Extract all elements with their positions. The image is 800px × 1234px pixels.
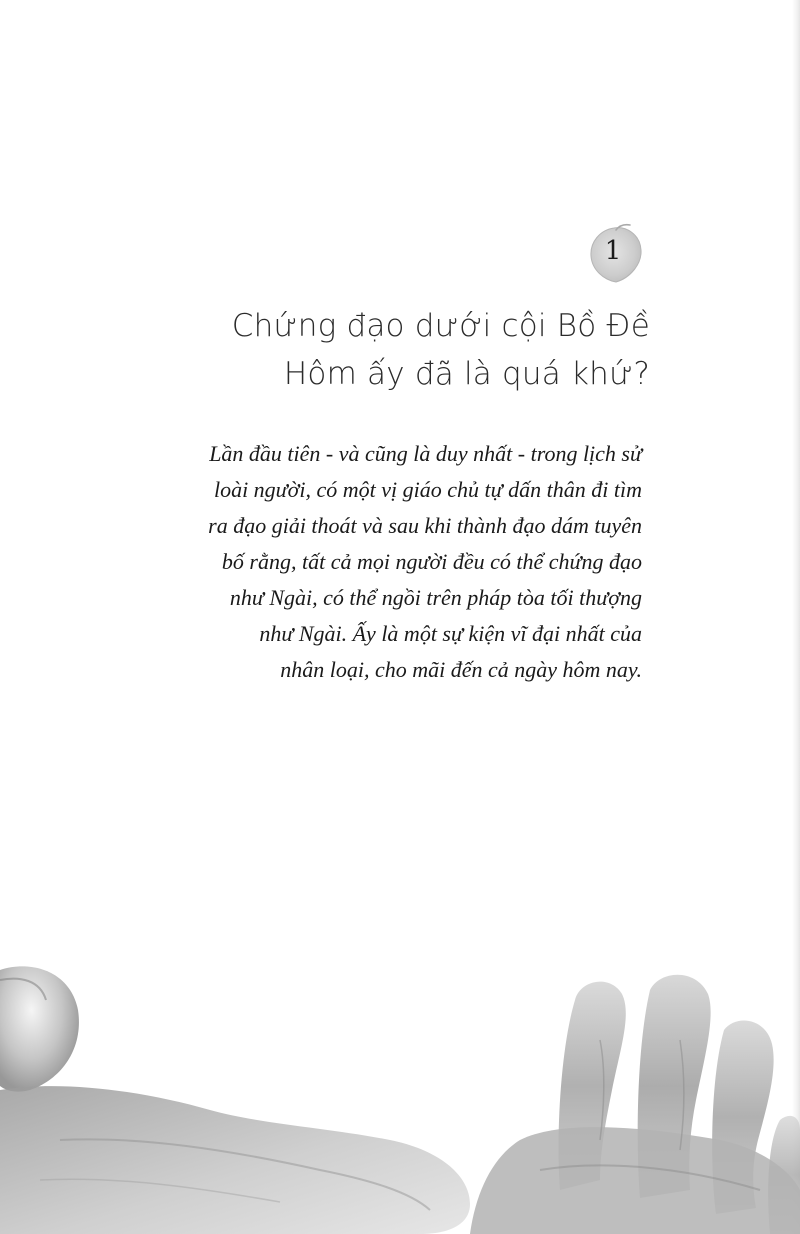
intro-line: như Ngài. Ấy là một sự kiện vĩ đại nhất của bbox=[259, 621, 642, 646]
chapter-title-line: Chứng đạo dưới cội Bồ Đề bbox=[231, 308, 650, 344]
chapter-badge bbox=[586, 222, 646, 288]
intro-line: loài người, có một vị giáo chủ tự dấn thân đi tìm bbox=[213, 477, 642, 502]
buddha-hands-illustration bbox=[0, 940, 800, 1234]
intro-line: ra đạo giải thoát và sau khi thành đạo dám tuyên bbox=[208, 513, 642, 538]
chapter-number: 1 bbox=[604, 236, 622, 266]
chapter-title bbox=[130, 302, 650, 398]
intro-line: nhân loại, cho mãi đến cả ngày hôm nay. bbox=[280, 657, 642, 682]
intro-line: Lần đầu tiên - và cũng là duy nhất - trong lịch sử bbox=[209, 441, 642, 466]
intro-line: bố rằng, tất cả mọi người đều có thể chứng đạo bbox=[221, 549, 642, 574]
left-hand-shape bbox=[0, 1086, 470, 1234]
chapter-intro bbox=[122, 436, 642, 688]
chapter-title-line: Hôm ấy đã là quá khứ? bbox=[283, 356, 650, 392]
thumb-shape bbox=[0, 966, 79, 1091]
intro-line: như Ngài, có thể ngồi trên pháp tòa tối thượng bbox=[229, 585, 642, 610]
